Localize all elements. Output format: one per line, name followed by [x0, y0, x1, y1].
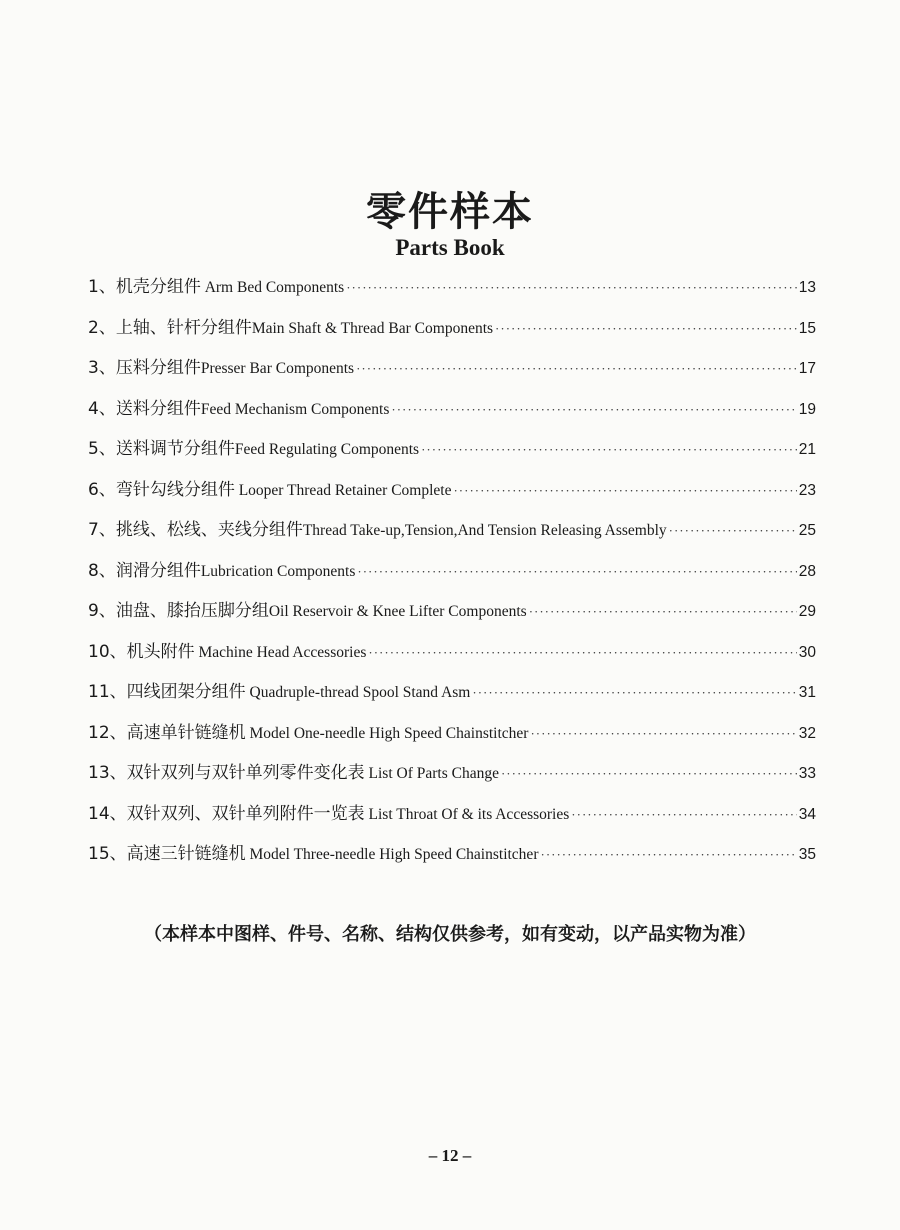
toc-entry-10 [88, 637, 816, 678]
toc-entry-7 [88, 515, 816, 556]
toc-entry-number: 7、 [88, 520, 116, 540]
toc-entry-page: 17 [798, 360, 816, 377]
toc-entry-title-en: List Of Parts Change [364, 765, 499, 782]
toc-entry-label [88, 515, 667, 540]
toc-entry-title-en: Looper Thread Retainer Complete [234, 481, 452, 499]
toc-entry-number: 6、 [88, 479, 116, 500]
toc-entry-label [88, 677, 470, 702]
toc-entry-page: 13 [798, 279, 816, 296]
disclaimer-note: （本样本中图样、件号、名称、结构仅供参考，如有变动，以产品实物为准） [144, 924, 756, 945]
toc-entry-page: 19 [798, 400, 816, 418]
toc-entry-title-cn: 润滑分组件 [115, 560, 201, 581]
toc-entry-title-en: Main Shaft & Thread Bar Components [251, 319, 494, 337]
toc-entry-title-cn: 高速三针链缝机 [126, 844, 246, 864]
toc-entry-1 [88, 272, 816, 313]
toc-entry-14 [88, 799, 816, 840]
toc-entry-number: 12、 [88, 722, 127, 743]
toc-entry-number: 8、 [88, 560, 116, 581]
toc-entry-number: 1、 [88, 277, 116, 297]
toc-dot-leader [501, 766, 797, 782]
toc-dot-leader [540, 847, 796, 863]
toc-entry-title-cn: 送料分组件 [115, 398, 201, 419]
toc-entry-title-en: Presser Bar Components [200, 360, 355, 377]
toc-entry-title-cn: 机头附件 [126, 641, 195, 662]
page-number: – 12 – [428, 1146, 472, 1165]
toc-entry-9 [88, 596, 816, 637]
toc-entry-label [88, 839, 538, 864]
toc-entry-label [88, 434, 419, 459]
toc-entry-title-en: List Throat Of & its Accessories [364, 805, 570, 823]
toc-entry-11 [88, 677, 816, 718]
toc-entry-6 [88, 475, 816, 516]
toc-entry-title-en: Quadruple-thread Spool Stand Asm [245, 684, 471, 701]
title-chinese: 零件样本 [366, 189, 534, 235]
toc-entry-title-en: Thread Take-up,Tension,And Tension Releasing Assembly [302, 522, 667, 539]
toc-entry-title-en: Model One-needle High Speed Chainstitcher [245, 724, 529, 742]
toc-entry-3 [88, 353, 816, 394]
toc-entry-title-en: Lubrication Components [200, 562, 356, 580]
toc-entry-label [88, 799, 569, 824]
toc-entry-8 [88, 556, 816, 597]
toc-entry-title-cn: 上轴、针杆分组件 [115, 317, 252, 338]
toc-entry-page: 31 [798, 684, 816, 701]
toc-entry-title-cn: 挑线、松线、夹线分组件 [115, 520, 303, 540]
toc-entry-title-cn: 弯针勾线分组件 [115, 479, 235, 500]
toc-entry-number: 14、 [88, 803, 127, 824]
toc-dot-leader [529, 604, 797, 620]
toc-entry-page: 23 [798, 481, 816, 499]
toc-dot-leader [368, 645, 796, 661]
toc-entry-title-cn: 压料分组件 [115, 358, 201, 378]
toc-dot-leader [356, 361, 797, 377]
toc-entry-title-cn: 双针双列、双针单列附件一览表 [126, 803, 365, 824]
toc-entry-page: 25 [798, 522, 816, 539]
toc-entry-page: 28 [798, 562, 816, 580]
toc-entry-title-cn: 送料调节分组件 [115, 439, 235, 459]
toc-dot-leader [472, 685, 796, 701]
toc-entry-4 [88, 394, 816, 435]
toc-entry-15 [88, 839, 816, 880]
toc-entry-label [88, 475, 451, 500]
toc-dot-leader [391, 402, 796, 418]
toc-entry-title-cn: 高速单针链缝机 [126, 722, 246, 743]
toc-entry-title-en: Oil Reservoir & Knee Lifter Components [268, 603, 527, 620]
toc-dot-leader [357, 564, 796, 580]
toc-entry-page: 15 [798, 319, 816, 337]
toc-entry-page: 35 [798, 846, 816, 863]
toc-entry-title-en: Model Three-needle High Speed Chainstitcher [245, 846, 539, 863]
toc-entry-title-en: Arm Bed Components [200, 279, 345, 296]
toc-entry-label [88, 313, 493, 338]
toc-entry-page: 29 [798, 603, 816, 620]
toc-entry-title-cn: 机壳分组件 [115, 277, 201, 297]
toc-entry-label [88, 556, 355, 581]
title-english: Parts Book [395, 235, 505, 260]
toc-entry-label [88, 637, 366, 662]
toc-entry-2 [88, 313, 816, 354]
toc-dot-leader [669, 523, 797, 539]
toc-entry-number: 5、 [88, 439, 116, 459]
toc-entry-number: 3、 [88, 358, 116, 378]
toc-entry-label [88, 272, 344, 297]
toc-entry-title-en: Feed Mechanism Components [200, 400, 390, 418]
toc-dot-leader [571, 807, 796, 823]
toc-dot-leader [453, 483, 796, 499]
toc-entry-page: 32 [798, 724, 816, 742]
toc-entry-title-en: Machine Head Accessories [194, 643, 367, 661]
toc-entry-title-cn: 双针双列与双针单列零件变化表 [126, 763, 365, 783]
toc-entry-12 [88, 718, 816, 759]
toc-entry-number: 4、 [88, 398, 116, 419]
toc-dot-leader [495, 321, 797, 337]
toc-entry-label [88, 353, 354, 378]
toc-entry-label [88, 718, 528, 743]
toc-entry-5 [88, 434, 816, 475]
toc-entry-page: 34 [798, 805, 816, 823]
toc-entry-title-cn: 四线团架分组件 [126, 682, 246, 702]
toc-entry-number: 2、 [88, 317, 116, 338]
toc-entry-number: 10、 [88, 641, 127, 662]
toc-entry-label [88, 394, 389, 419]
toc-entry-title-cn: 油盘、膝抬压脚分组 [115, 601, 269, 621]
toc-dot-leader [530, 726, 796, 742]
toc-entry-number: 15、 [88, 844, 127, 864]
toc-entry-number: 13、 [88, 763, 127, 783]
toc-entry-13 [88, 758, 816, 799]
table-of-contents [88, 272, 816, 880]
toc-entry-number: 11、 [88, 682, 127, 702]
toc-entry-label [88, 758, 499, 783]
toc-entry-number: 9、 [88, 601, 116, 621]
toc-entry-page: 33 [798, 765, 816, 782]
toc-entry-page: 30 [798, 643, 816, 661]
toc-entry-title-en: Feed Regulating Components [234, 441, 420, 458]
toc-dot-leader [346, 280, 797, 296]
toc-entry-page: 21 [798, 441, 816, 458]
toc-dot-leader [421, 442, 797, 458]
toc-entry-label [88, 596, 527, 621]
